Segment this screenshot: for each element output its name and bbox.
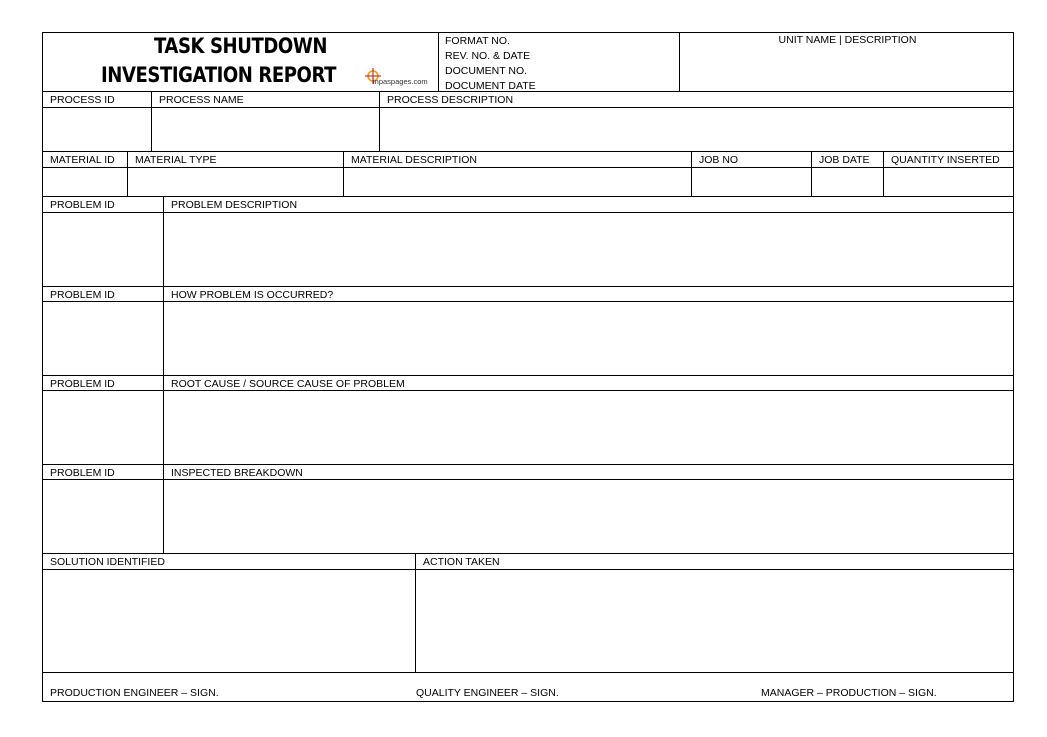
logo-text: inpaspages.com xyxy=(373,77,428,86)
action-taken-field[interactable] xyxy=(415,570,1015,672)
title-block xyxy=(43,33,438,91)
material-value-row xyxy=(43,168,1013,197)
problem-id-field[interactable] xyxy=(43,302,163,375)
job-date-field[interactable] xyxy=(811,168,883,196)
action-taken-label: ACTION TAKEN xyxy=(415,554,1015,569)
job-no-label: JOB NO xyxy=(691,152,811,167)
solution-identified-label: SOLUTION IDENTIFIED xyxy=(50,556,165,568)
problem-label-row xyxy=(43,197,1013,213)
title-line-2: INVESTIGATION REPORT xyxy=(100,63,337,87)
material-id-field[interactable] xyxy=(43,168,127,196)
material-id-label: MATERIAL ID xyxy=(50,154,115,166)
inspected-breakdown-field[interactable] xyxy=(163,480,1015,553)
problem-id-field[interactable] xyxy=(43,391,163,464)
unit-name-label: UNIT NAME | DESCRIPTION xyxy=(778,34,917,46)
process-id-field[interactable] xyxy=(43,108,151,151)
document-date-label: DOCUMENT DATE xyxy=(445,80,536,92)
material-type-field[interactable] xyxy=(127,168,343,196)
signature-row xyxy=(43,687,1013,701)
problem-id-field[interactable] xyxy=(43,480,163,553)
problem-description-field[interactable] xyxy=(163,213,1015,286)
investigation-report-form xyxy=(42,32,1014,702)
process-name-label: PROCESS NAME xyxy=(151,92,379,107)
job-no-field[interactable] xyxy=(691,168,811,196)
quantity-inserted-label: QUANTITY INSERTED xyxy=(883,152,1015,167)
document-no-label: DOCUMENT NO. xyxy=(445,65,528,77)
process-id-label: PROCESS ID xyxy=(50,94,115,106)
resolution-value-row xyxy=(43,570,1013,673)
problem-id-label: PROBLEM ID xyxy=(50,199,115,211)
root-cause-label: ROOT CAUSE / SOURCE CAUSE OF PROBLEM xyxy=(163,376,1015,390)
quantity-inserted-field[interactable] xyxy=(883,168,1015,196)
problem-value-row xyxy=(43,391,1013,465)
material-description-label: MATERIAL DESCRIPTION xyxy=(343,152,691,167)
material-type-label: MATERIAL TYPE xyxy=(127,152,343,167)
material-description-field[interactable] xyxy=(343,168,691,196)
process-name-field[interactable] xyxy=(151,108,379,151)
process-description-field[interactable] xyxy=(379,108,1015,151)
unit-name-cell[interactable] xyxy=(679,33,1015,91)
production-engineer-sign[interactable]: PRODUCTION ENGINEER – SIGN. xyxy=(50,687,219,699)
rev-no-date-label: REV. NO. & DATE xyxy=(445,50,531,62)
document-meta xyxy=(438,33,679,91)
solution-identified-field[interactable] xyxy=(43,570,415,672)
format-no-label: FORMAT NO. xyxy=(445,35,510,47)
quality-engineer-sign[interactable]: QUALITY ENGINEER – SIGN. xyxy=(416,687,559,699)
inspected-breakdown-label: INSPECTED BREAKDOWN xyxy=(163,465,1015,479)
process-description-label: PROCESS DESCRIPTION xyxy=(379,92,1015,107)
root-cause-field[interactable] xyxy=(163,391,1015,464)
resolution-label-row xyxy=(43,554,1013,570)
problem-value-row xyxy=(43,480,1013,554)
job-date-label: JOB DATE xyxy=(811,152,883,167)
material-label-row xyxy=(43,152,1013,168)
how-problem-occurred-label: HOW PROBLEM IS OCCURRED? xyxy=(163,287,1015,301)
how-problem-occurred-field[interactable] xyxy=(163,302,1015,375)
manager-production-sign[interactable]: MANAGER – PRODUCTION – SIGN. xyxy=(761,687,937,699)
problem-id-field[interactable] xyxy=(43,213,163,286)
logo xyxy=(365,68,435,90)
process-label-row xyxy=(43,92,1013,108)
problem-value-row xyxy=(43,213,1013,287)
problem-value-row xyxy=(43,302,1013,376)
problem-label-row xyxy=(43,287,1013,302)
title-line-1: TASK SHUTDOWN xyxy=(153,34,328,58)
problem-label-row xyxy=(43,376,1013,391)
header-row xyxy=(43,33,1013,92)
problem-label-row xyxy=(43,465,1013,480)
process-value-row xyxy=(43,108,1013,152)
problem-id-label: PROBLEM ID xyxy=(50,467,115,479)
problem-id-label: PROBLEM ID xyxy=(50,289,115,301)
problem-description-label: PROBLEM DESCRIPTION xyxy=(163,197,1015,212)
problem-id-label: PROBLEM ID xyxy=(50,378,115,390)
